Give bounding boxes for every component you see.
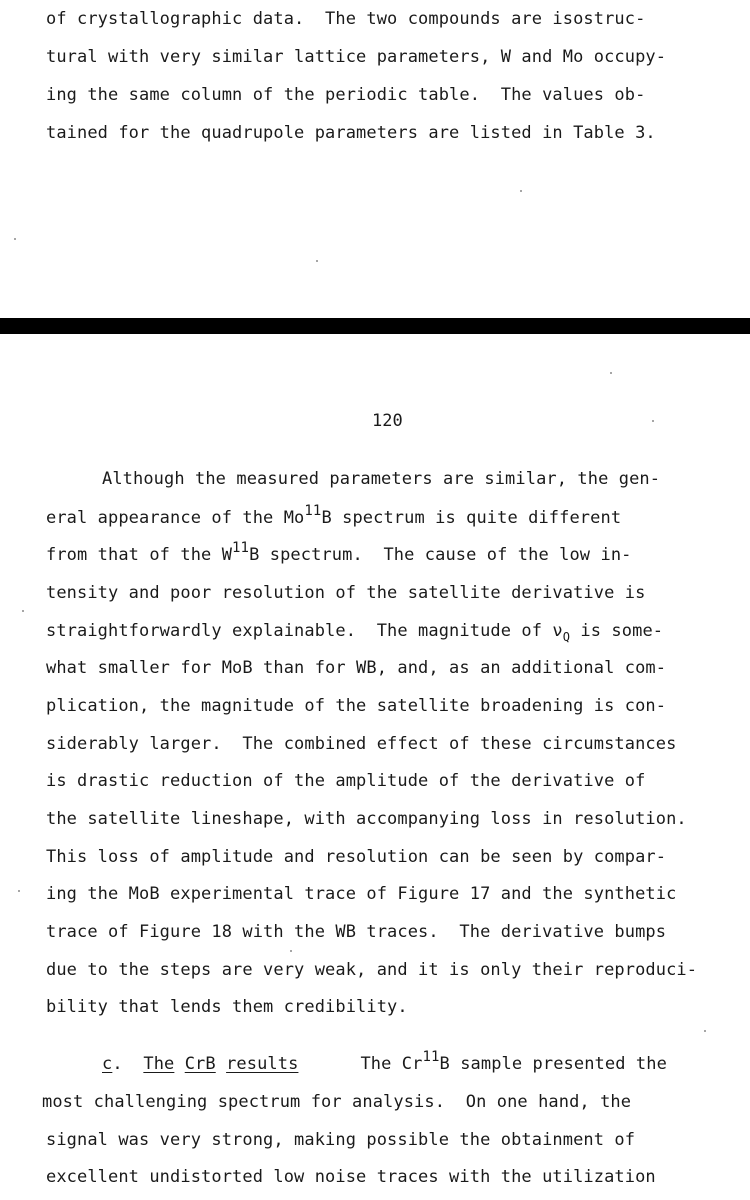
scan-speck (290, 950, 292, 952)
text-segment: is some- (570, 621, 664, 641)
nu-symbol: ν (552, 621, 563, 641)
section-label: c (102, 1054, 113, 1074)
text-line: tained for the quadrupole parameters are listed in Table 3. (46, 123, 656, 143)
text-line: This loss of amplitude and resolution can be seen by compar- (46, 847, 667, 867)
section-title-word: The (143, 1054, 175, 1074)
text-line: tensity and poor resolution of the satellite derivative is (46, 583, 646, 603)
scan-speck (22, 610, 24, 612)
text-segment: B spectrum. The cause of the low in- (249, 545, 632, 565)
text-line: ing the same column of the periodic table. The values ob- (46, 85, 646, 105)
isotope-superscript: 11 (422, 1049, 440, 1065)
section-title-word: CrB (184, 1054, 216, 1074)
text-line: tural with very similar lattice parameters, W and Mo occupy- (46, 47, 667, 67)
section-heading-line (102, 1049, 667, 1076)
text-segment: B sample presented the (439, 1054, 667, 1074)
text-line: is drastic reduction of the amplitude of the derivative of (46, 771, 646, 791)
text-line: Although the measured parameters are similar, the gen- (102, 469, 661, 489)
text-line: most challenging spectrum for analysis. On one hand, the (42, 1092, 632, 1112)
text-line: signal was very strong, making possible the obtainment of (46, 1130, 636, 1150)
scan-speck (610, 372, 612, 374)
text-line (46, 620, 663, 643)
text-segment: The Cr (360, 1054, 423, 1074)
text-line: bility that lends them credibility. (46, 997, 408, 1017)
section-title-word: results (226, 1054, 299, 1074)
scan-speck (520, 190, 522, 192)
text-line: what smaller for MoB than for WB, and, as an additional com- (46, 658, 667, 678)
text-line: plication, the magnitude of the satellite broadening is con- (46, 696, 667, 716)
isotope-superscript: 11 (304, 503, 322, 519)
page-number: 120 (372, 411, 403, 431)
text-segment: from that of the W (46, 545, 233, 565)
scan-speck (316, 260, 318, 262)
text-line: trace of Figure 18 with the WB traces. The derivative bumps (46, 922, 667, 942)
section-label-period: . (112, 1054, 123, 1074)
text-line (46, 540, 632, 567)
text-line: due to the steps are very weak, and it is only their reproduci- (46, 960, 698, 980)
text-line: the satellite lineshape, with accompanying loss in resolution. (46, 809, 687, 829)
text-line: siderably larger. The combined effect of these circumstances (46, 734, 677, 754)
text-segment: B spectrum is quite different (321, 508, 622, 528)
isotope-superscript: 11 (232, 540, 250, 556)
text-line: excellent undistorted low noise traces with the utilization (46, 1167, 656, 1187)
scan-speck (18, 890, 20, 892)
scan-speck (14, 238, 16, 240)
text-line: ing the MoB experimental trace of Figure 17 and the synthetic (46, 884, 677, 904)
text-line (46, 503, 622, 530)
text-segment: straightforwardly explainable. The magnitude of (46, 621, 553, 641)
text-segment: eral appearance of the Mo (46, 508, 305, 528)
text-line: of crystallographic data. The two compounds are isostruc- (46, 9, 646, 29)
page-divider (0, 318, 750, 334)
scan-speck (704, 1030, 706, 1032)
q-subscript: Q (562, 630, 571, 644)
scan-speck (652, 420, 654, 422)
